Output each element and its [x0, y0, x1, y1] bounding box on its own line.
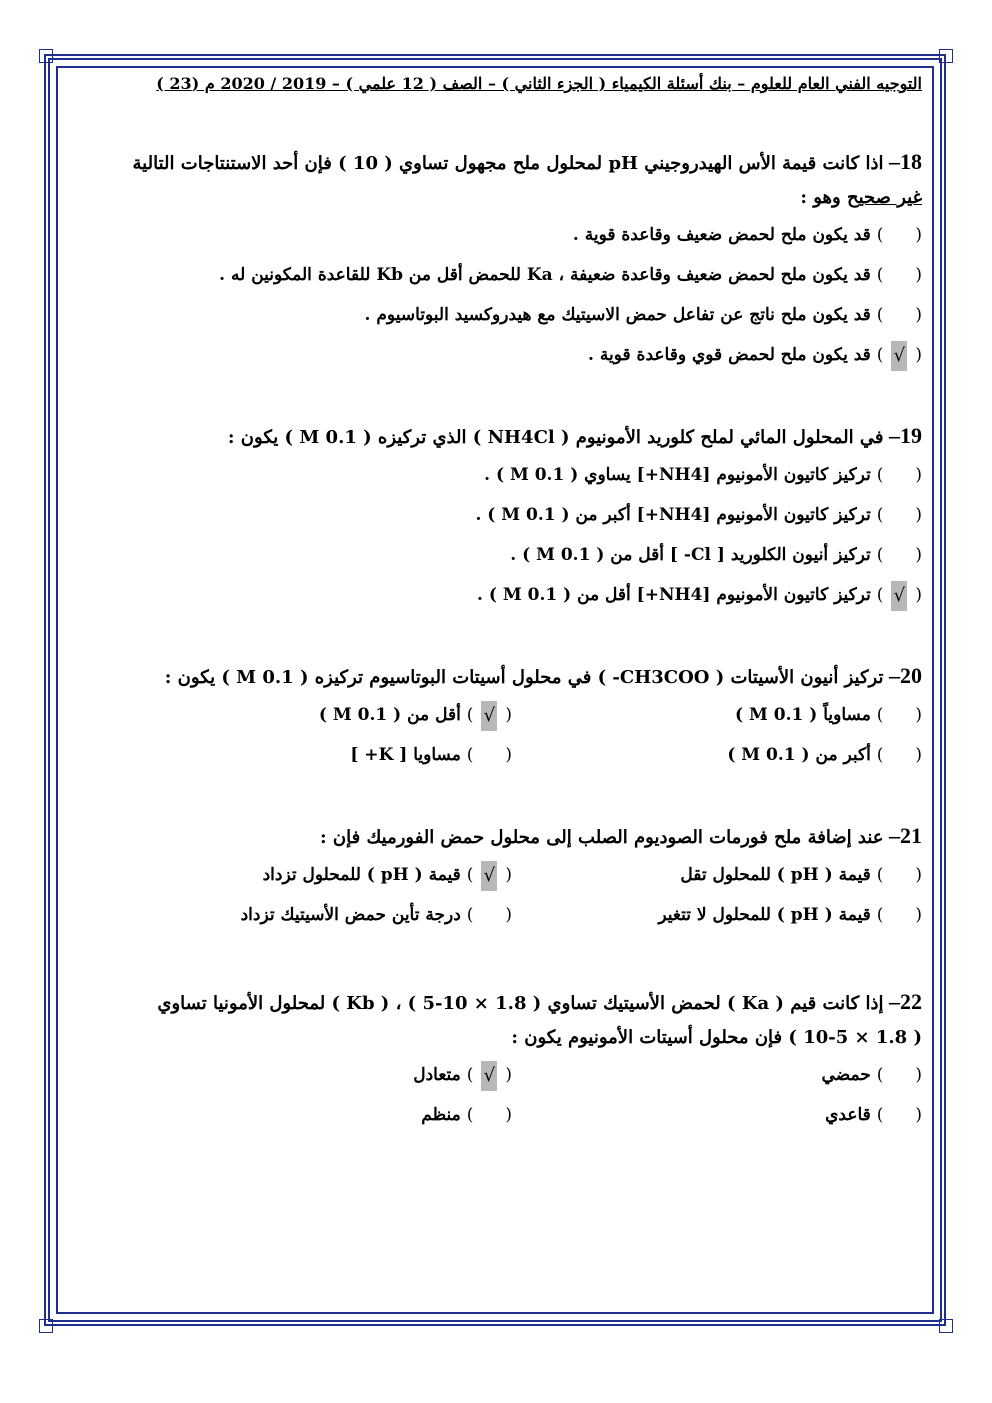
option-row [92, 735, 922, 775]
option-paren: ) [466, 1105, 474, 1125]
answer-option[interactable] [573, 225, 922, 245]
option-paren: ) [876, 545, 884, 565]
answer-box[interactable] [887, 1055, 911, 1095]
question-number: 22– [883, 989, 922, 1014]
answer-box[interactable] [887, 535, 911, 575]
option-text: منظم [421, 1105, 467, 1125]
option-paren: ( [915, 225, 922, 245]
option-cell [102, 1095, 512, 1135]
answer-option[interactable] [822, 1065, 922, 1085]
option-paren: ) [876, 865, 884, 885]
option-text: أقل من ( 0.1 M ) [318, 705, 467, 725]
question-stem [92, 659, 922, 695]
answer-box[interactable] [887, 855, 911, 895]
question-text: إذا كانت قيم ( Ka ) لحمض الأسيتيك تساوي ( 1.8 × 10-5 ) ، ( Kb ) لمحلول الأمونيا تساوي [157, 993, 884, 1014]
frame-corner [39, 1319, 53, 1333]
frame-corner [39, 49, 53, 63]
option-text: قد يكون ملح لحمض ضعيف وقاعدة ضعيفة ، Ka للحمض أقل من Kb للقاعدة المكونين له . [219, 265, 877, 285]
option-paren: ) [876, 745, 884, 765]
answer-option[interactable] [421, 1105, 512, 1125]
answer-box[interactable] [887, 1095, 911, 1135]
question-text: تركيز أنيون الأسيتات ( CH3COO- ) في محلول أسيتات البوتاسيوم تركيزه ( 0.1 M ) يكون : [164, 667, 884, 688]
option-paren: ) [876, 905, 884, 925]
option-text: قيمة ( pH ) للمحلول تقل [680, 865, 877, 885]
option-cell [102, 735, 512, 775]
option-paren: ( [915, 305, 922, 325]
answer-option[interactable] [475, 505, 922, 525]
option-text: مساوياً ( 0.1 M ) [735, 705, 877, 725]
option-paren: ( [505, 865, 512, 885]
option-text: تركيز أنيون الكلوريد [ Cl- ] أقل من ( 0.1 M ) . [510, 545, 877, 565]
option-paren: ( [915, 545, 922, 565]
question-number: 19– [883, 423, 922, 448]
answer-option[interactable] [680, 865, 922, 885]
answer-box[interactable] [477, 735, 501, 775]
option-text: حمضي [821, 1065, 877, 1085]
option-paren: ) [466, 1065, 474, 1085]
option-row [92, 255, 922, 295]
answer-box[interactable] [887, 215, 911, 255]
option-row [92, 1055, 922, 1095]
option-paren: ( [505, 745, 512, 765]
option-paren: ) [876, 345, 884, 365]
option-row [92, 1095, 922, 1135]
check-mark-icon: √ [891, 341, 907, 371]
option-text: قيمة ( pH ) للمحلول تزداد [262, 865, 467, 885]
answer-option[interactable] [350, 745, 512, 765]
answer-box[interactable] [887, 695, 911, 735]
question-number: 20– [883, 663, 922, 688]
option-cell [102, 855, 512, 895]
option-cell [512, 1095, 922, 1135]
option-paren: ( [505, 905, 512, 925]
answer-box[interactable] [887, 255, 911, 295]
answer-option[interactable] [510, 545, 922, 565]
option-paren: ( [505, 1105, 512, 1125]
option-paren: ( [915, 1105, 922, 1125]
option-cell [512, 855, 922, 895]
answer-option[interactable] [319, 705, 512, 725]
question-text: عند إضافة ملح فورمات الصوديوم الصلب إلى محلول حمض الفورميك فإن : [319, 827, 884, 848]
option-paren: ( [915, 345, 922, 365]
check-mark-icon: √ [481, 701, 497, 731]
question-text-rest: ( 1.8 × 10-5 ) فإن محلول أسيتات الأمونيوم يكون : [511, 1027, 922, 1048]
option-text: أكبر من ( 0.1 M ) [727, 745, 877, 765]
option-text: قد يكون ملح ناتج عن تفاعل حمض الاسيتيك مع هيدروكسيد البوتاسيوم . [364, 305, 877, 325]
answer-box[interactable] [887, 495, 911, 535]
option-row [92, 535, 922, 575]
option-paren: ) [876, 305, 884, 325]
option-paren: ( [915, 505, 922, 525]
option-paren: ( [915, 865, 922, 885]
option-paren: ) [876, 465, 884, 485]
answer-option[interactable] [658, 905, 922, 925]
option-paren: ( [915, 705, 922, 725]
question-21 [92, 819, 922, 935]
option-text: تركيز كاتيون الأمونيوم [NH4+] أكبر من ( 0.1 M ) . [475, 505, 877, 525]
question-stem [92, 145, 922, 181]
option-paren: ( [915, 585, 922, 605]
option-cell [512, 695, 922, 735]
option-cell [102, 895, 512, 935]
answer-option[interactable] [588, 345, 922, 365]
answer-option[interactable] [825, 1105, 922, 1125]
option-row [92, 335, 922, 375]
option-paren: ( [505, 1065, 512, 1085]
option-paren: ( [505, 705, 512, 725]
option-row [92, 455, 922, 495]
question-stem [92, 819, 922, 855]
option-paren: ) [876, 265, 884, 285]
option-text: درجة تأين حمض الأسيتيك تزداد [240, 905, 467, 925]
option-paren: ) [466, 865, 474, 885]
question-text-continued [92, 1021, 922, 1055]
option-paren: ( [915, 905, 922, 925]
question-number: 21– [883, 823, 922, 848]
question-19 [92, 419, 922, 615]
option-paren: ) [876, 585, 884, 605]
option-paren: ) [876, 1105, 884, 1125]
option-cell [102, 1055, 512, 1095]
check-mark-icon: √ [481, 1061, 497, 1091]
option-text: تركيز كاتيون الأمونيوم [NH4+] أقل من ( 0.1 M ) . [477, 585, 877, 605]
answer-box[interactable] [887, 735, 911, 775]
option-text: تركيز كاتيون الأمونيوم [NH4+] يساوي ( 0.1 M ) . [484, 465, 877, 485]
frame-corner [939, 49, 953, 63]
option-cell [102, 695, 512, 735]
option-text: قد يكون ملح لحمض ضعيف وقاعدة قوية . [572, 225, 877, 245]
option-row [92, 895, 922, 935]
option-row [92, 575, 922, 615]
option-cell [512, 735, 922, 775]
option-text: متعادل [413, 1065, 467, 1085]
answer-box[interactable] [477, 695, 501, 735]
option-paren: ( [915, 745, 922, 765]
question-text: في المحلول المائي لملح كلوريد الأمونيوم ( NH4Cl ) الذي تركيزه ( 0.1 M ) يكون : [227, 427, 884, 448]
option-row [92, 695, 922, 735]
answer-option[interactable] [477, 585, 922, 605]
answer-option[interactable] [413, 1065, 512, 1085]
answer-box[interactable] [477, 1055, 501, 1095]
question-stem [92, 985, 922, 1021]
option-paren: ) [876, 225, 884, 245]
answer-box[interactable] [887, 335, 911, 375]
answer-box[interactable] [887, 295, 911, 335]
answer-option[interactable] [365, 305, 922, 325]
option-paren: ) [876, 705, 884, 725]
question-number: 18– [883, 149, 922, 174]
option-text: قيمة ( pH ) للمحلول لا تتغير [658, 905, 877, 925]
question-22 [92, 985, 922, 1135]
answer-box[interactable] [477, 1095, 501, 1135]
answer-option[interactable] [219, 265, 922, 285]
option-paren: ( [915, 265, 922, 285]
option-text: قد يكون ملح لحمض قوي وقاعدة قوية . [588, 345, 877, 365]
option-text: قاعدي [825, 1105, 877, 1125]
question-18 [92, 145, 922, 375]
answer-box[interactable] [887, 455, 911, 495]
option-paren: ) [876, 505, 884, 525]
option-paren: ) [466, 745, 474, 765]
question-list [92, 145, 922, 1135]
document-page [92, 74, 922, 1135]
option-cell [512, 1055, 922, 1095]
option-row [92, 855, 922, 895]
page-header: التوجيه الفني العام للعلوم – بنك أسئلة الكيمياء ( الجزء الثاني ) – الصف ( 12 علمي ) – 2019 / 2020 م (23 ) [156, 74, 922, 93]
answer-box[interactable] [887, 575, 911, 615]
answer-option[interactable] [263, 865, 512, 885]
underlined-emphasis: غير صحيح [847, 187, 922, 208]
option-paren: ( [915, 465, 922, 485]
option-row [92, 215, 922, 255]
question-20 [92, 659, 922, 775]
answer-box[interactable] [477, 895, 501, 935]
option-paren: ( [915, 1065, 922, 1085]
question-text-rest: وهو : [800, 187, 847, 208]
option-text: مساويا [ K+ ] [350, 745, 467, 765]
question-text: اذا كانت قيمة الأس الهيدروجيني pH لمحلول ملح مجهول تساوي ( 10 ) فإن أحد الاستنتاجات التالية [132, 153, 884, 174]
question-text-continued [92, 181, 922, 215]
question-stem [92, 419, 922, 455]
option-paren: ) [466, 905, 474, 925]
option-row [92, 295, 922, 335]
option-paren: ) [876, 1065, 884, 1085]
answer-option[interactable] [484, 465, 922, 485]
check-mark-icon: √ [891, 581, 907, 611]
answer-box[interactable] [477, 855, 501, 895]
option-row [92, 495, 922, 535]
answer-option[interactable] [241, 905, 512, 925]
frame-corner [939, 1319, 953, 1333]
option-paren: ) [466, 705, 474, 725]
answer-box[interactable] [887, 895, 911, 935]
check-mark-icon: √ [481, 861, 497, 891]
answer-option[interactable] [735, 705, 922, 725]
option-cell [512, 895, 922, 935]
answer-option[interactable] [727, 745, 922, 765]
